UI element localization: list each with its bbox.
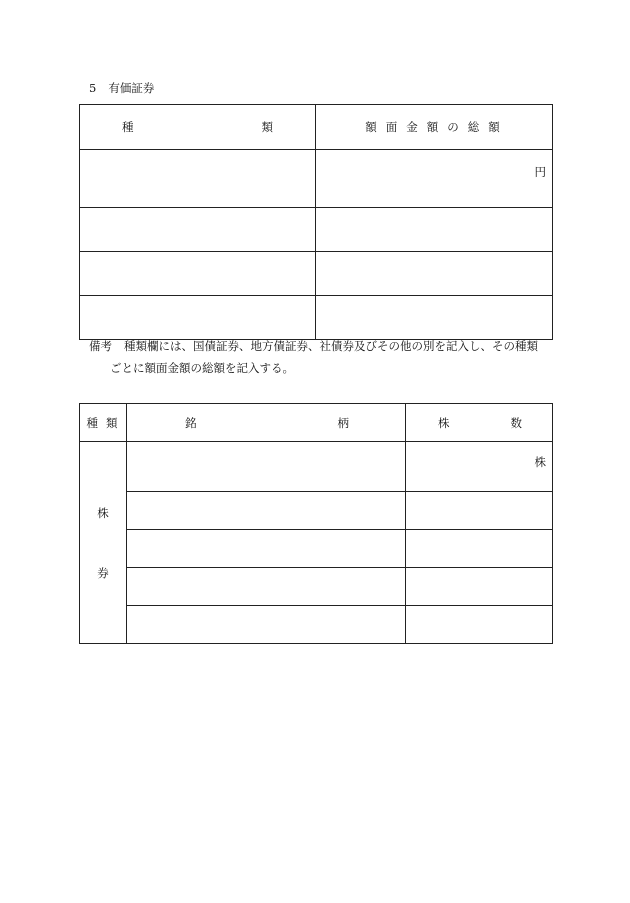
table-row [80, 296, 553, 340]
header-brand-left: 銘 [185, 415, 197, 430]
brand-cell[interactable] [127, 530, 406, 568]
header-type-right: 類 [261, 120, 273, 134]
securities-table [79, 104, 553, 340]
header-category: 種類 [80, 404, 127, 442]
table-row [80, 492, 553, 530]
share-count-cell[interactable] [406, 568, 553, 606]
type-cell[interactable] [80, 208, 316, 252]
section-name: 有価証券 [108, 81, 155, 95]
share-count-cell[interactable] [406, 442, 553, 492]
share-count-cell[interactable] [406, 530, 553, 568]
stock-header-row [80, 404, 553, 442]
header-share-count [406, 404, 553, 442]
header-brand-right: 柄 [337, 415, 349, 430]
stock-table [79, 403, 553, 644]
header-count-left: 株 [438, 415, 450, 430]
type-cell[interactable] [80, 252, 316, 296]
amount-cell[interactable] [316, 150, 553, 208]
remarks-note [89, 335, 554, 379]
remarks-line-1: 種類欄には、国債証券、地方債証券、社債券及びその他の別を記入し、その種類 [124, 339, 538, 353]
amount-cell[interactable] [316, 208, 553, 252]
brand-cell[interactable] [127, 568, 406, 606]
table-row [80, 442, 553, 492]
header-type [80, 105, 316, 150]
brand-cell[interactable] [127, 492, 406, 530]
stock-category-cell [80, 442, 127, 644]
brand-cell[interactable] [127, 606, 406, 644]
table-row [80, 606, 553, 644]
header-count-right: 数 [510, 415, 522, 430]
category-char-2: 券 [97, 565, 109, 580]
remarks-line-2: ごとに額面金額の総額を記入する。 [110, 361, 294, 375]
type-cell[interactable] [80, 150, 316, 208]
share-unit: 株 [534, 455, 546, 469]
section-number: 5 [89, 81, 97, 95]
amount-cell[interactable] [316, 252, 553, 296]
table-row [80, 150, 553, 208]
securities-header-row [80, 105, 553, 150]
table-row [80, 252, 553, 296]
brand-cell[interactable] [127, 442, 406, 492]
header-type-left: 種 [122, 120, 134, 134]
table-row [80, 568, 553, 606]
table-row [80, 208, 553, 252]
category-char-1: 株 [97, 505, 109, 520]
yen-unit: 円 [534, 165, 546, 179]
header-face-amount: 額面金額の総額 [316, 105, 553, 150]
type-cell[interactable] [80, 296, 316, 340]
share-count-cell[interactable] [406, 606, 553, 644]
remarks-label: 備考 [89, 339, 112, 353]
section-title [89, 80, 154, 96]
amount-cell[interactable] [316, 296, 553, 340]
share-count-cell[interactable] [406, 492, 553, 530]
table-row [80, 530, 553, 568]
header-brand [127, 404, 406, 442]
